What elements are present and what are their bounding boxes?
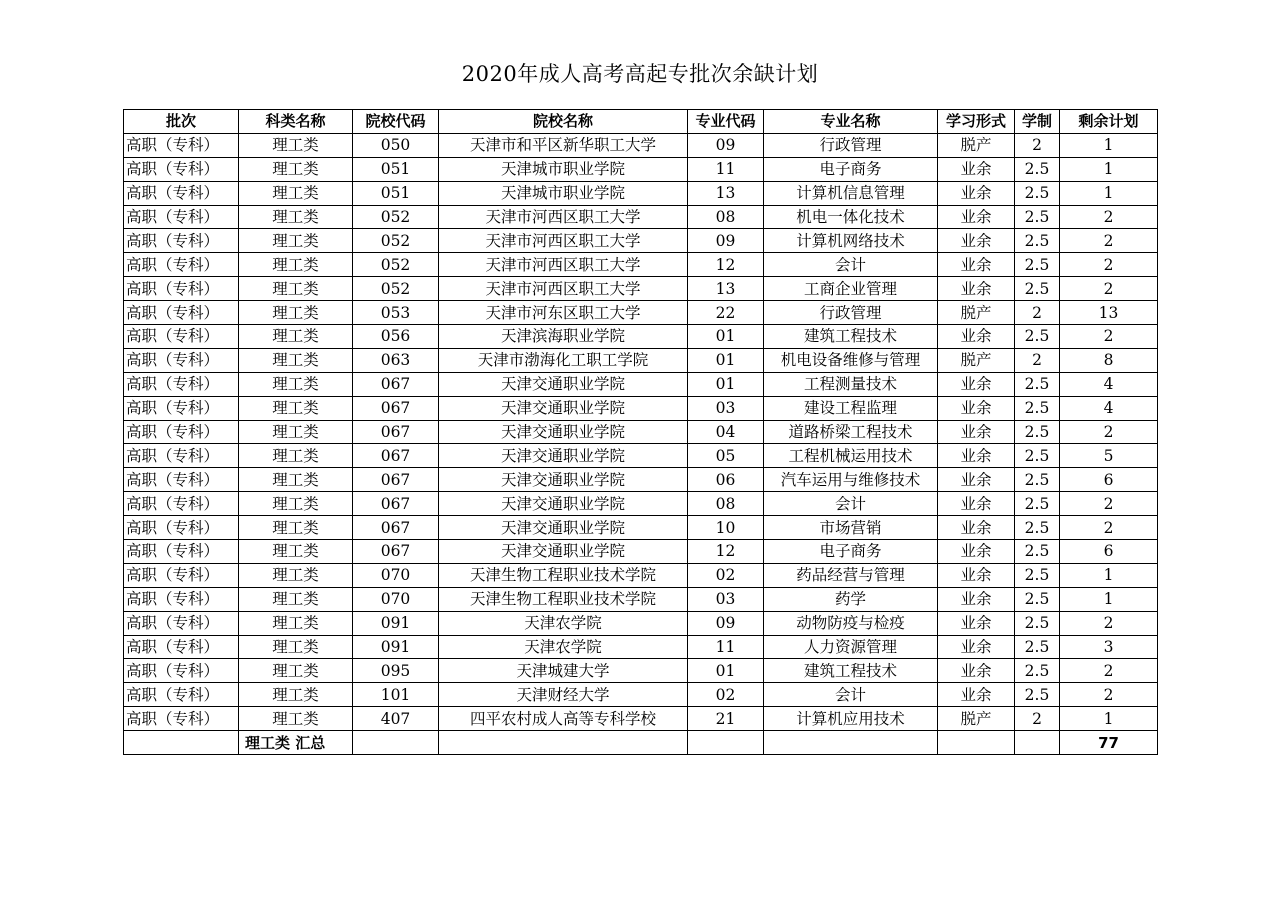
school-code-cell: 091 bbox=[353, 635, 439, 659]
major-name-cell: 行政管理 bbox=[764, 301, 938, 325]
major-code-cell: 12 bbox=[688, 540, 764, 564]
batch-cell: 高职（专科） bbox=[124, 277, 239, 301]
duration-cell: 2.5 bbox=[1015, 157, 1060, 181]
school-name-cell: 天津城市职业学院 bbox=[439, 157, 688, 181]
major-name-cell: 人力资源管理 bbox=[764, 635, 938, 659]
duration-cell: 2.5 bbox=[1015, 683, 1060, 707]
category-cell: 理工类 bbox=[239, 229, 353, 253]
major-code-cell: 11 bbox=[688, 157, 764, 181]
study-mode-cell: 业余 bbox=[938, 229, 1015, 253]
major-name-cell: 工程机械运用技术 bbox=[764, 444, 938, 468]
school-code-cell: 070 bbox=[353, 587, 439, 611]
school-name-cell: 天津交通职业学院 bbox=[439, 516, 688, 540]
table-row bbox=[124, 396, 1158, 420]
school-name-cell: 四平农村成人高等专科学校 bbox=[439, 707, 688, 731]
remaining-cell: 13 bbox=[1060, 301, 1158, 325]
study-mode-cell: 业余 bbox=[938, 683, 1015, 707]
school-name-cell: 天津市和平区新华职工大学 bbox=[439, 133, 688, 157]
remaining-cell: 6 bbox=[1060, 540, 1158, 564]
total-empty-cell bbox=[688, 731, 764, 755]
major-code-cell: 10 bbox=[688, 516, 764, 540]
table-row bbox=[124, 348, 1158, 372]
school-code-cell: 052 bbox=[353, 277, 439, 301]
batch-cell: 高职（专科） bbox=[124, 611, 239, 635]
study-mode-cell: 脱产 bbox=[938, 707, 1015, 731]
major-code-cell: 06 bbox=[688, 468, 764, 492]
school-code-cell: 407 bbox=[353, 707, 439, 731]
batch-cell: 高职（专科） bbox=[124, 444, 239, 468]
category-cell: 理工类 bbox=[239, 683, 353, 707]
batch-cell: 高职（专科） bbox=[124, 205, 239, 229]
school-name-cell: 天津农学院 bbox=[439, 635, 688, 659]
school-name-cell: 天津市河西区职工大学 bbox=[439, 277, 688, 301]
remaining-cell: 2 bbox=[1060, 659, 1158, 683]
study-mode-cell: 业余 bbox=[938, 157, 1015, 181]
study-mode-cell: 业余 bbox=[938, 516, 1015, 540]
remaining-cell: 1 bbox=[1060, 157, 1158, 181]
study-mode-cell: 脱产 bbox=[938, 301, 1015, 325]
school-name-cell: 天津市渤海化工职工学院 bbox=[439, 348, 688, 372]
table-row bbox=[124, 707, 1158, 731]
batch-cell: 高职（专科） bbox=[124, 157, 239, 181]
school-code-cell: 067 bbox=[353, 420, 439, 444]
category-cell: 理工类 bbox=[239, 253, 353, 277]
batch-cell: 高职（专科） bbox=[124, 683, 239, 707]
table-row bbox=[124, 563, 1158, 587]
major-name-cell: 计算机网络技术 bbox=[764, 229, 938, 253]
major-name-cell: 建筑工程技术 bbox=[764, 325, 938, 349]
major-code-cell: 05 bbox=[688, 444, 764, 468]
batch-cell: 高职（专科） bbox=[124, 540, 239, 564]
major-code-cell: 12 bbox=[688, 253, 764, 277]
total-label: 理工类 汇总 bbox=[239, 731, 353, 755]
remaining-cell: 4 bbox=[1060, 396, 1158, 420]
total-empty-cell bbox=[764, 731, 938, 755]
school-code-cell: 070 bbox=[353, 563, 439, 587]
table-row bbox=[124, 659, 1158, 683]
batch-cell: 高职（专科） bbox=[124, 372, 239, 396]
school-code-cell: 101 bbox=[353, 683, 439, 707]
category-cell: 理工类 bbox=[239, 181, 353, 205]
school-code-cell: 052 bbox=[353, 205, 439, 229]
study-mode-cell: 业余 bbox=[938, 325, 1015, 349]
major-code-cell: 22 bbox=[688, 301, 764, 325]
study-mode-cell: 业余 bbox=[938, 540, 1015, 564]
table-row bbox=[124, 229, 1158, 253]
school-code-cell: 067 bbox=[353, 468, 439, 492]
major-name-cell: 会计 bbox=[764, 492, 938, 516]
category-cell: 理工类 bbox=[239, 516, 353, 540]
batch-cell: 高职（专科） bbox=[124, 229, 239, 253]
remaining-cell: 2 bbox=[1060, 325, 1158, 349]
category-cell: 理工类 bbox=[239, 707, 353, 731]
major-name-cell: 机电一体化技术 bbox=[764, 205, 938, 229]
remaining-cell: 8 bbox=[1060, 348, 1158, 372]
major-name-cell: 会计 bbox=[764, 253, 938, 277]
batch-cell: 高职（专科） bbox=[124, 659, 239, 683]
batch-cell: 高职（专科） bbox=[124, 420, 239, 444]
category-cell: 理工类 bbox=[239, 635, 353, 659]
header-school-name: 院校名称 bbox=[439, 110, 688, 134]
school-code-cell: 067 bbox=[353, 492, 439, 516]
study-mode-cell: 业余 bbox=[938, 277, 1015, 301]
duration-cell: 2 bbox=[1015, 348, 1060, 372]
school-name-cell: 天津生物工程职业技术学院 bbox=[439, 587, 688, 611]
school-code-cell: 067 bbox=[353, 444, 439, 468]
total-empty-cell bbox=[439, 731, 688, 755]
major-code-cell: 02 bbox=[688, 563, 764, 587]
category-cell: 理工类 bbox=[239, 492, 353, 516]
remaining-cell: 1 bbox=[1060, 133, 1158, 157]
remaining-cell: 2 bbox=[1060, 205, 1158, 229]
school-name-cell: 天津交通职业学院 bbox=[439, 420, 688, 444]
table-row bbox=[124, 444, 1158, 468]
major-code-cell: 13 bbox=[688, 277, 764, 301]
remaining-cell: 2 bbox=[1060, 516, 1158, 540]
header-batch: 批次 bbox=[124, 110, 239, 134]
remaining-cell: 2 bbox=[1060, 229, 1158, 253]
major-code-cell: 13 bbox=[688, 181, 764, 205]
major-code-cell: 01 bbox=[688, 659, 764, 683]
batch-cell: 高职（专科） bbox=[124, 133, 239, 157]
remaining-cell: 2 bbox=[1060, 611, 1158, 635]
batch-cell: 高职（专科） bbox=[124, 325, 239, 349]
table-row bbox=[124, 587, 1158, 611]
major-code-cell: 03 bbox=[688, 587, 764, 611]
category-cell: 理工类 bbox=[239, 301, 353, 325]
batch-cell: 高职（专科） bbox=[124, 516, 239, 540]
school-name-cell: 天津城建大学 bbox=[439, 659, 688, 683]
table-row bbox=[124, 277, 1158, 301]
major-code-cell: 01 bbox=[688, 372, 764, 396]
major-code-cell: 08 bbox=[688, 492, 764, 516]
duration-cell: 2.5 bbox=[1015, 205, 1060, 229]
school-code-cell: 067 bbox=[353, 372, 439, 396]
major-code-cell: 09 bbox=[688, 229, 764, 253]
remaining-cell: 6 bbox=[1060, 468, 1158, 492]
category-cell: 理工类 bbox=[239, 372, 353, 396]
study-mode-cell: 脱产 bbox=[938, 133, 1015, 157]
table-row bbox=[124, 468, 1158, 492]
school-code-cell: 053 bbox=[353, 301, 439, 325]
batch-cell: 高职（专科） bbox=[124, 492, 239, 516]
header-major-code: 专业代码 bbox=[688, 110, 764, 134]
table-row bbox=[124, 181, 1158, 205]
school-code-cell: 051 bbox=[353, 157, 439, 181]
batch-cell: 高职（专科） bbox=[124, 348, 239, 372]
major-code-cell: 01 bbox=[688, 325, 764, 349]
category-cell: 理工类 bbox=[239, 133, 353, 157]
batch-cell: 高职（专科） bbox=[124, 707, 239, 731]
total-empty-cell bbox=[353, 731, 439, 755]
major-name-cell: 电子商务 bbox=[764, 157, 938, 181]
duration-cell: 2.5 bbox=[1015, 444, 1060, 468]
school-name-cell: 天津市河东区职工大学 bbox=[439, 301, 688, 325]
category-cell: 理工类 bbox=[239, 563, 353, 587]
header-major-name: 专业名称 bbox=[764, 110, 938, 134]
duration-cell: 2.5 bbox=[1015, 540, 1060, 564]
category-cell: 理工类 bbox=[239, 277, 353, 301]
major-name-cell: 建设工程监理 bbox=[764, 396, 938, 420]
study-mode-cell: 业余 bbox=[938, 205, 1015, 229]
school-name-cell: 天津市河西区职工大学 bbox=[439, 253, 688, 277]
study-mode-cell: 业余 bbox=[938, 444, 1015, 468]
major-name-cell: 建筑工程技术 bbox=[764, 659, 938, 683]
school-name-cell: 天津生物工程职业技术学院 bbox=[439, 563, 688, 587]
duration-cell: 2.5 bbox=[1015, 492, 1060, 516]
category-cell: 理工类 bbox=[239, 325, 353, 349]
major-name-cell: 机电设备维修与管理 bbox=[764, 348, 938, 372]
duration-cell: 2.5 bbox=[1015, 253, 1060, 277]
school-code-cell: 050 bbox=[353, 133, 439, 157]
school-code-cell: 067 bbox=[353, 516, 439, 540]
study-mode-cell: 业余 bbox=[938, 253, 1015, 277]
school-code-cell: 052 bbox=[353, 253, 439, 277]
major-name-cell: 会计 bbox=[764, 683, 938, 707]
remaining-cell: 1 bbox=[1060, 707, 1158, 731]
major-name-cell: 药学 bbox=[764, 587, 938, 611]
remaining-cell: 2 bbox=[1060, 683, 1158, 707]
school-name-cell: 天津城市职业学院 bbox=[439, 181, 688, 205]
batch-cell: 高职（专科） bbox=[124, 253, 239, 277]
table-row bbox=[124, 611, 1158, 635]
school-code-cell: 051 bbox=[353, 181, 439, 205]
batch-cell: 高职（专科） bbox=[124, 587, 239, 611]
school-name-cell: 天津交通职业学院 bbox=[439, 468, 688, 492]
school-name-cell: 天津交通职业学院 bbox=[439, 492, 688, 516]
remaining-cell: 2 bbox=[1060, 253, 1158, 277]
page-title: 2020年成人高考高起专批次余缺计划 bbox=[461, 62, 819, 86]
duration-cell: 2.5 bbox=[1015, 635, 1060, 659]
category-cell: 理工类 bbox=[239, 587, 353, 611]
batch-cell: 高职（专科） bbox=[124, 301, 239, 325]
study-mode-cell: 业余 bbox=[938, 181, 1015, 205]
table-row bbox=[124, 540, 1158, 564]
table-row bbox=[124, 420, 1158, 444]
batch-cell: 高职（专科） bbox=[124, 181, 239, 205]
batch-cell: 高职（专科） bbox=[124, 635, 239, 659]
table-row bbox=[124, 635, 1158, 659]
study-mode-cell: 业余 bbox=[938, 372, 1015, 396]
study-mode-cell: 业余 bbox=[938, 468, 1015, 492]
table-row bbox=[124, 516, 1158, 540]
remaining-cell: 2 bbox=[1060, 420, 1158, 444]
header-school-code: 院校代码 bbox=[353, 110, 439, 134]
category-cell: 理工类 bbox=[239, 444, 353, 468]
major-code-cell: 01 bbox=[688, 348, 764, 372]
major-name-cell: 药品经营与管理 bbox=[764, 563, 938, 587]
major-name-cell: 动物防疫与检疫 bbox=[764, 611, 938, 635]
header-category: 科类名称 bbox=[239, 110, 353, 134]
duration-cell: 2.5 bbox=[1015, 229, 1060, 253]
study-mode-cell: 业余 bbox=[938, 563, 1015, 587]
study-mode-cell: 业余 bbox=[938, 659, 1015, 683]
header-duration: 学制 bbox=[1015, 110, 1060, 134]
school-code-cell: 063 bbox=[353, 348, 439, 372]
table-header-row bbox=[124, 110, 1158, 134]
major-code-cell: 02 bbox=[688, 683, 764, 707]
remaining-cell: 3 bbox=[1060, 635, 1158, 659]
study-mode-cell: 业余 bbox=[938, 420, 1015, 444]
remaining-cell: 2 bbox=[1060, 492, 1158, 516]
table-row bbox=[124, 372, 1158, 396]
major-code-cell: 11 bbox=[688, 635, 764, 659]
study-mode-cell: 业余 bbox=[938, 611, 1015, 635]
major-name-cell: 电子商务 bbox=[764, 540, 938, 564]
table-row bbox=[124, 205, 1158, 229]
batch-cell: 高职（专科） bbox=[124, 563, 239, 587]
table-row bbox=[124, 301, 1158, 325]
school-code-cell: 056 bbox=[353, 325, 439, 349]
duration-cell: 2.5 bbox=[1015, 611, 1060, 635]
study-mode-cell: 业余 bbox=[938, 635, 1015, 659]
school-code-cell: 095 bbox=[353, 659, 439, 683]
duration-cell: 2.5 bbox=[1015, 659, 1060, 683]
duration-cell: 2 bbox=[1015, 707, 1060, 731]
major-name-cell: 市场营销 bbox=[764, 516, 938, 540]
table-body bbox=[124, 133, 1158, 730]
total-row bbox=[124, 731, 1158, 755]
school-code-cell: 067 bbox=[353, 396, 439, 420]
school-code-cell: 052 bbox=[353, 229, 439, 253]
category-cell: 理工类 bbox=[239, 157, 353, 181]
duration-cell: 2.5 bbox=[1015, 587, 1060, 611]
school-code-cell: 091 bbox=[353, 611, 439, 635]
study-mode-cell: 业余 bbox=[938, 396, 1015, 420]
major-name-cell: 工商企业管理 bbox=[764, 277, 938, 301]
major-code-cell: 09 bbox=[688, 611, 764, 635]
duration-cell: 2.5 bbox=[1015, 516, 1060, 540]
duration-cell: 2.5 bbox=[1015, 325, 1060, 349]
school-name-cell: 天津市河西区职工大学 bbox=[439, 205, 688, 229]
major-name-cell: 行政管理 bbox=[764, 133, 938, 157]
remaining-cell: 1 bbox=[1060, 587, 1158, 611]
category-cell: 理工类 bbox=[239, 468, 353, 492]
school-name-cell: 天津交通职业学院 bbox=[439, 540, 688, 564]
major-code-cell: 04 bbox=[688, 420, 764, 444]
plan-table bbox=[123, 109, 1158, 755]
table-row bbox=[124, 325, 1158, 349]
school-name-cell: 天津农学院 bbox=[439, 611, 688, 635]
total-empty-cell bbox=[938, 731, 1015, 755]
duration-cell: 2.5 bbox=[1015, 563, 1060, 587]
category-cell: 理工类 bbox=[239, 348, 353, 372]
batch-cell: 高职（专科） bbox=[124, 396, 239, 420]
category-cell: 理工类 bbox=[239, 205, 353, 229]
duration-cell: 2.5 bbox=[1015, 181, 1060, 205]
school-name-cell: 天津交通职业学院 bbox=[439, 396, 688, 420]
total-value: 77 bbox=[1060, 731, 1158, 755]
remaining-cell: 2 bbox=[1060, 277, 1158, 301]
remaining-cell: 1 bbox=[1060, 563, 1158, 587]
school-name-cell: 天津滨海职业学院 bbox=[439, 325, 688, 349]
major-code-cell: 21 bbox=[688, 707, 764, 731]
total-empty-cell bbox=[1015, 731, 1060, 755]
table-row bbox=[124, 157, 1158, 181]
table-row bbox=[124, 492, 1158, 516]
major-name-cell: 计算机应用技术 bbox=[764, 707, 938, 731]
major-code-cell: 03 bbox=[688, 396, 764, 420]
header-remaining: 剩余计划 bbox=[1060, 110, 1158, 134]
duration-cell: 2.5 bbox=[1015, 420, 1060, 444]
duration-cell: 2 bbox=[1015, 133, 1060, 157]
category-cell: 理工类 bbox=[239, 611, 353, 635]
major-code-cell: 09 bbox=[688, 133, 764, 157]
duration-cell: 2.5 bbox=[1015, 396, 1060, 420]
total-empty-cell bbox=[124, 731, 239, 755]
table-row bbox=[124, 253, 1158, 277]
duration-cell: 2 bbox=[1015, 301, 1060, 325]
school-code-cell: 067 bbox=[353, 540, 439, 564]
duration-cell: 2.5 bbox=[1015, 277, 1060, 301]
school-name-cell: 天津财经大学 bbox=[439, 683, 688, 707]
school-name-cell: 天津交通职业学院 bbox=[439, 372, 688, 396]
study-mode-cell: 脱产 bbox=[938, 348, 1015, 372]
header-study-mode: 学习形式 bbox=[938, 110, 1015, 134]
major-name-cell: 计算机信息管理 bbox=[764, 181, 938, 205]
remaining-cell: 4 bbox=[1060, 372, 1158, 396]
study-mode-cell: 业余 bbox=[938, 492, 1015, 516]
category-cell: 理工类 bbox=[239, 420, 353, 444]
major-name-cell: 道路桥梁工程技术 bbox=[764, 420, 938, 444]
category-cell: 理工类 bbox=[239, 540, 353, 564]
study-mode-cell: 业余 bbox=[938, 587, 1015, 611]
remaining-cell: 5 bbox=[1060, 444, 1158, 468]
remaining-cell: 1 bbox=[1060, 181, 1158, 205]
category-cell: 理工类 bbox=[239, 659, 353, 683]
duration-cell: 2.5 bbox=[1015, 468, 1060, 492]
major-code-cell: 08 bbox=[688, 205, 764, 229]
major-name-cell: 工程测量技术 bbox=[764, 372, 938, 396]
batch-cell: 高职（专科） bbox=[124, 468, 239, 492]
school-name-cell: 天津交通职业学院 bbox=[439, 444, 688, 468]
table-row bbox=[124, 683, 1158, 707]
school-name-cell: 天津市河西区职工大学 bbox=[439, 229, 688, 253]
duration-cell: 2.5 bbox=[1015, 372, 1060, 396]
major-name-cell: 汽车运用与维修技术 bbox=[764, 468, 938, 492]
category-cell: 理工类 bbox=[239, 396, 353, 420]
table-row bbox=[124, 133, 1158, 157]
